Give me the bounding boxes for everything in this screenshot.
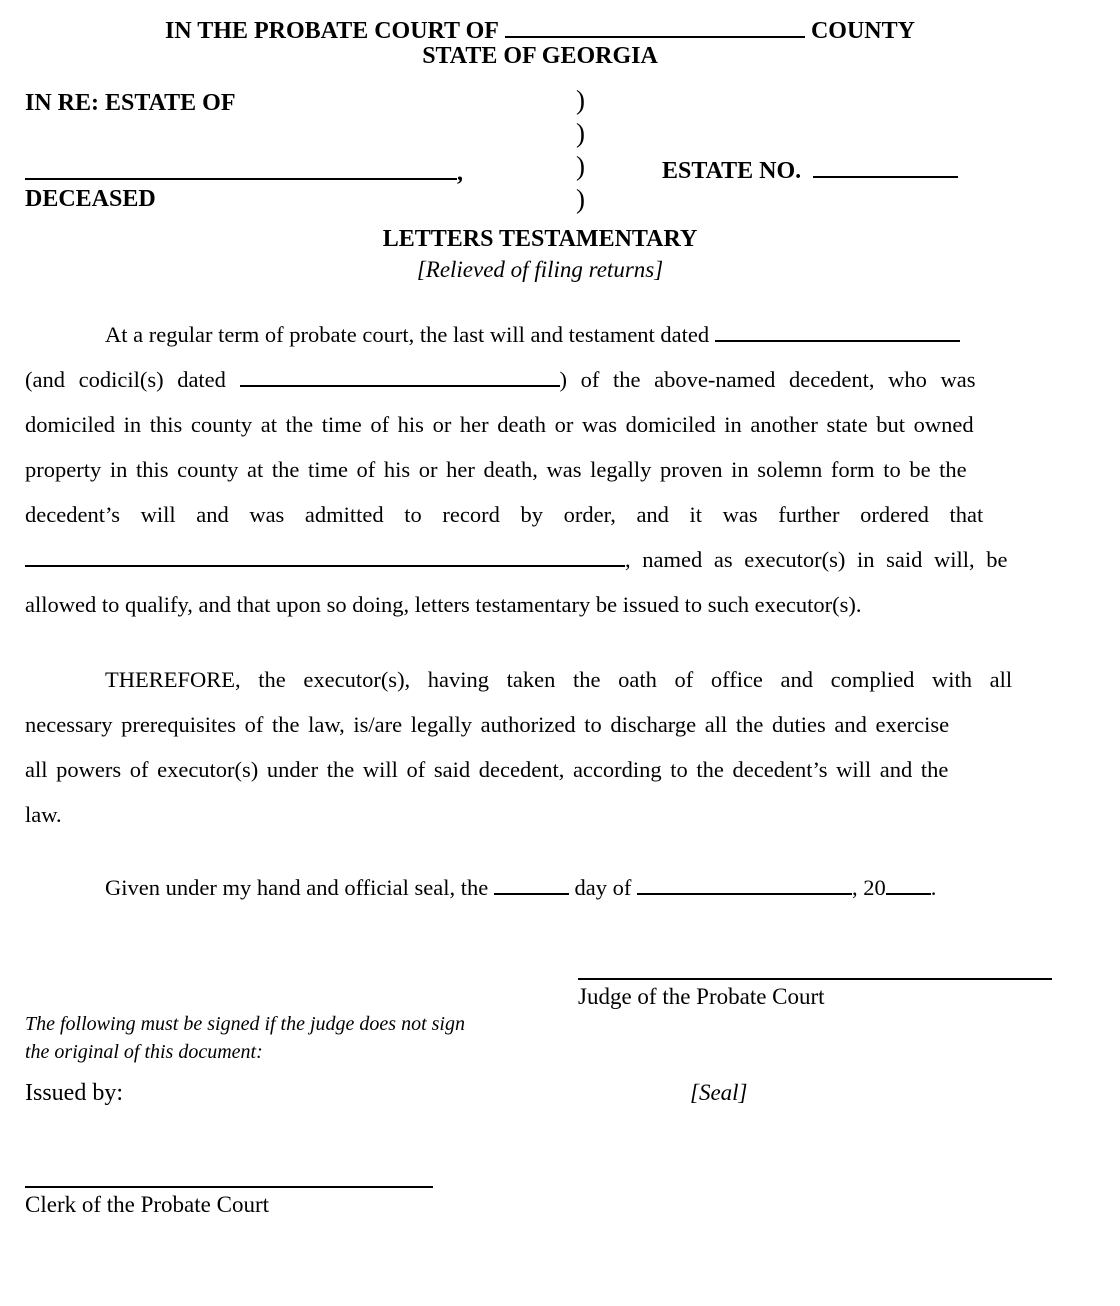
paragraph-recitals xyxy=(25,312,1055,627)
will-date-blank[interactable] xyxy=(715,318,960,342)
estate-no-blank[interactable] xyxy=(813,150,958,178)
form-body xyxy=(25,312,1055,910)
caption-paren-column xyxy=(576,84,585,216)
conditional-signing-note: The following must be signed if the judge does not sign the original of this document: xyxy=(25,1013,465,1063)
body-line: all powers of executor(s) under the will of said decedent, according to the decedent’s will and the xyxy=(25,757,949,782)
execution-text: Given under my hand and official seal, the xyxy=(105,875,489,900)
clerk-signature-line[interactable] xyxy=(25,1158,433,1188)
execution-text: day of xyxy=(574,875,632,900)
body-line: law. xyxy=(25,802,62,827)
seal-placeholder: [Seal] xyxy=(690,1080,748,1105)
body-line: domiciled in this county at the time of his or her death or was domiciled in another state but owned xyxy=(25,412,974,437)
execution-text: , 20 xyxy=(851,875,886,900)
body-line xyxy=(25,357,1055,402)
body-line xyxy=(25,312,1055,357)
form-title: LETTERS TESTAMENTARY xyxy=(382,226,698,252)
body-line: THEREFORE, the executor(s), having taken the oath of office and complied with all xyxy=(105,667,1013,692)
estate-no-line xyxy=(662,150,958,185)
body-line: property in this county at the time of his or her death, was legally proven in solemn form to be the xyxy=(25,457,967,482)
recitals-text: At a regular term of probate court, the last will and testament dated xyxy=(105,322,710,347)
body-line xyxy=(25,865,1055,910)
caption-paren: ) xyxy=(576,184,585,214)
codicil-date-blank[interactable] xyxy=(240,363,560,387)
estate-no-label: ESTATE NO. xyxy=(662,158,802,184)
paragraph-execution xyxy=(25,865,1055,910)
form-subtitle: [Relieved of filing returns] xyxy=(416,257,664,282)
caption-paren: ) xyxy=(576,118,585,148)
in-re-label: IN RE: ESTATE OF xyxy=(25,90,236,116)
decedent-name-line xyxy=(25,152,463,187)
recitals-text: ) of the above-named decedent, who was xyxy=(559,367,976,392)
county-name-blank[interactable] xyxy=(505,10,805,38)
decedent-name-comma: , xyxy=(457,160,463,186)
execution-text: . xyxy=(930,875,937,900)
year-blank[interactable] xyxy=(886,871,931,895)
day-blank[interactable] xyxy=(494,871,569,895)
caption-paren: ) xyxy=(576,85,585,115)
body-line: allowed to qualify, and that upon so doing, letters testamentary be issued to such executor(s). xyxy=(25,592,862,617)
court-header-suffix: COUNTY xyxy=(810,18,915,44)
paragraph-therefore xyxy=(25,657,1055,837)
recitals-text: (and codicil(s) dated xyxy=(25,367,226,392)
decedent-name-blank[interactable] xyxy=(25,152,457,180)
court-header-prefix: IN THE PROBATE COURT OF xyxy=(165,18,499,44)
caption-paren: ) xyxy=(576,151,585,181)
deceased-label: DECEASED xyxy=(25,186,156,212)
recitals-text: , named as executor(s) in said will, be xyxy=(625,547,1008,572)
body-line xyxy=(25,537,1055,582)
issued-by-label: Issued by: xyxy=(25,1080,123,1106)
clerk-signature-label: Clerk of the Probate Court xyxy=(25,1192,270,1217)
month-blank[interactable] xyxy=(637,871,852,895)
body-line: decedent’s will and was admitted to record by order, and it was further ordered that xyxy=(25,502,984,527)
body-line: necessary prerequisites of the law, is/are legally authorized to discharge all the duties and exercise xyxy=(25,712,950,737)
state-header-line: STATE OF GEORGIA xyxy=(422,43,658,69)
judge-signature-label: Judge of the Probate Court xyxy=(578,984,825,1009)
executor-name-blank[interactable] xyxy=(25,543,625,567)
judge-signature-line[interactable] xyxy=(578,950,1052,980)
